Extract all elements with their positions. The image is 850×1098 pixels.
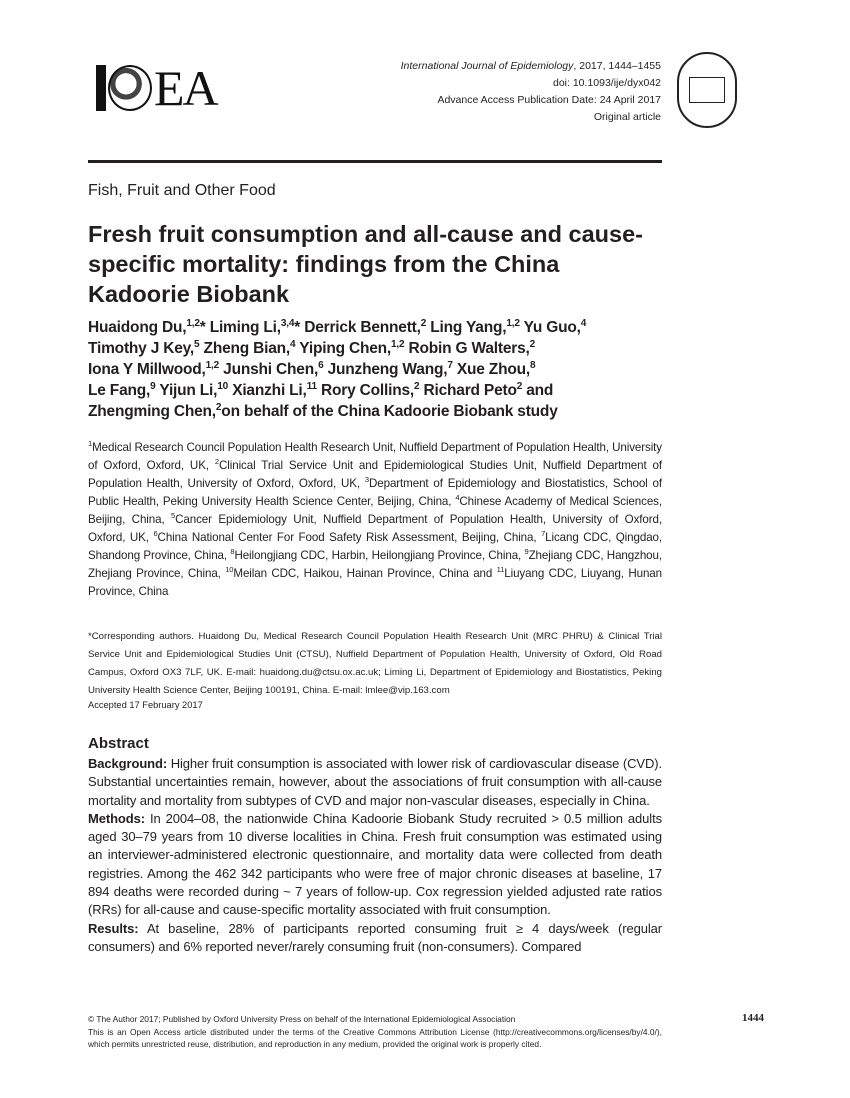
abstract-section-text: Higher fruit consumption is associated with lower risk of cardiovascular disease (CVD). Substantial uncertainties remain, however, about the associations of fruit consumption with all-cause mortality and mortality from subtypes of CVD and major non-vascular diseases, especially in China. (88, 756, 662, 808)
author (159, 382, 232, 399)
doi[interactable]: doi: 10.1093/ije/dyx042 (553, 77, 661, 89)
abstract-heading: Abstract (88, 735, 149, 752)
author-affiliation-number: 1,2 (205, 359, 220, 371)
author (321, 382, 424, 399)
book-icon (689, 77, 725, 103)
author-name: Robin G Walters, (408, 340, 530, 357)
author-affiliation-number: 5 (194, 338, 200, 350)
author-affiliation-number: 2 (414, 380, 420, 392)
author (409, 340, 536, 357)
logo-bar (96, 65, 106, 111)
affiliation-text: Heilongjiang CDC, Harbin, Heilongjiang Province, China, (234, 549, 525, 562)
accepted-date: Accepted 17 February 2017 (88, 700, 203, 710)
author-name: Xianzhi Li, (232, 382, 307, 399)
affiliation-text: Department of Epidemiology and Biostatistics, School of Public Health, Peking University Health Science Center, Beijing, China, (88, 477, 662, 508)
author-name: Ling Yang, (430, 319, 507, 336)
abstract-section-label: Methods: (88, 810, 145, 826)
article-title: Fresh fruit consumption and all-cause and cause-specific mortality: findings from the China Kadoorie Biobank (88, 221, 643, 307)
author-name: Rory Collins, (321, 382, 414, 399)
affiliation-number: 10 (225, 565, 234, 575)
author-affiliation-number: 7 (447, 359, 453, 371)
affiliations (88, 439, 662, 601)
journal-meta (401, 58, 661, 126)
author-name: Junzheng Wang, (327, 361, 448, 378)
author-affiliation-number: 10 (217, 380, 229, 392)
author (88, 361, 223, 378)
affiliation-number: 1 (88, 439, 93, 449)
affiliation-text: Cancer Epidemiology Unit, Nuffield Department of Population Health, University of Oxford, Oxford, UK, (88, 513, 662, 544)
affiliation-text: Clinical Trial Service Unit and Epidemiological Studies Unit, Nuffield Department of Population Health, University of Oxford, Oxford, UK, (88, 459, 662, 490)
abstract-section-text: At baseline, 28% of participants reported consuming fruit ≥ 4 days/week (regular consumers) and 6% reported never/rarely consuming fruit (non-consumers). Compared (88, 920, 662, 954)
author-name: Huaidong Du, (88, 319, 187, 336)
author-affiliation-number: 9 (150, 380, 156, 392)
author (304, 319, 430, 336)
author (88, 403, 558, 420)
author (524, 319, 587, 336)
author-affiliation-number: 2 (529, 338, 536, 350)
affiliation-text: China National Center For Food Safety Risk Assessment, Beijing, China, (157, 531, 542, 544)
author-affiliation-number: 2 (215, 401, 222, 413)
affiliation-number: 8 (230, 547, 235, 557)
author (232, 382, 321, 399)
journal-pages: , 2017, 1444–1455 (573, 60, 661, 72)
author-affiliation-number: 11 (306, 380, 317, 392)
author-name: Xue Zhou, (456, 361, 530, 378)
author-list (88, 317, 668, 422)
iea-logo (96, 62, 217, 114)
author-name: Le Fang, (88, 382, 151, 399)
header-rule (88, 160, 662, 163)
page-number: 1444 (742, 1012, 764, 1024)
abstract-section-text: In 2004–08, the nationwide China Kadoorie Biobank Study recruited > 0.5 million adults aged 30–79 years from 10 diverse localities in China. Fresh fruit consumption was estimated using an interviewer-administered electronic questionnaire, and mortality data were collected from death registries. Among the 462 342 participants who were free of major chronic diseases at baseline, 17 894 deaths were recorded during ~ 7 years of follow-up. Cox regression yielded adjusted rate ratios (RRs) for all-cause and cause-specific mortality associated with fruit consumption. (88, 810, 662, 918)
copyright: © The Author 2017; Published by Oxford University Press on behalf of the International Epidemiological Association (88, 1014, 516, 1024)
author-name: Derrick Bennett, (304, 319, 421, 336)
affiliation-number: 11 (496, 565, 505, 575)
section-label: Fish, Fruit and Other Food (88, 182, 276, 199)
author-affiliation-number: 1,2 (186, 317, 200, 329)
globe-icon (108, 65, 152, 111)
author-name: Zhengming Chen, (88, 403, 216, 420)
author-name: Junshi Chen, (223, 361, 319, 378)
author-suffix: * (294, 319, 305, 336)
affiliation-number: 6 (153, 529, 158, 539)
author-suffix: * (199, 319, 210, 336)
author (430, 319, 523, 336)
citation (401, 58, 661, 75)
author-suffix: on behalf of the China Kadoorie Biobank study (221, 403, 558, 420)
author-affiliation-number: 1,2 (506, 317, 520, 329)
author-affiliation-number: 2 (516, 380, 523, 392)
author-name: Yiping Chen, (299, 340, 392, 357)
author-name: Richard Peto (423, 382, 517, 399)
logo-letters: EA (154, 60, 217, 116)
affiliation-text: Zhejiang CDC, Hangzhou, Zhejiang Province, China, (88, 549, 662, 580)
author (88, 382, 159, 399)
author (210, 319, 305, 336)
license: This is an Open Access article distributed under the terms of the Creative Commons Attribution License (http://creativecommons.org/licenses/by/4.0/), which permits unrestricted reuse, distribution, and reproduction in any medium, provided the original work is properly cited. (88, 1026, 662, 1049)
author (299, 340, 408, 357)
author-affiliation-number: 1,2 (391, 338, 405, 350)
author-name: Liming Li, (209, 319, 281, 336)
affiliation-number: 9 (524, 547, 529, 557)
affiliation-text: Licang CDC, Qingdao, Shandong Province, China, (88, 531, 663, 562)
abstract-section (88, 920, 662, 957)
affiliation-number: 5 (171, 511, 176, 521)
author-name: Yu Guo, (523, 319, 581, 336)
author (88, 319, 210, 336)
abstract-section-label: Results: (88, 920, 139, 936)
author (88, 340, 204, 357)
abstract-body (88, 755, 662, 956)
abstract-section (88, 810, 662, 920)
affiliation-text: Medical Research Council Population Health Research Unit, Nuffield Department of Population Health, University of Oxford, Oxford, UK, (88, 441, 662, 472)
affiliation-text: Chinese Academy of Medical Sciences, Beijing, China, (88, 495, 662, 526)
abstract-section-label: Background: (88, 756, 168, 771)
author-name: Timothy J Key, (88, 340, 195, 357)
author-affiliation-number: 6 (318, 359, 324, 371)
author (328, 361, 457, 378)
footer (88, 1013, 662, 1051)
author-affiliation-number: 3,4 (280, 317, 295, 329)
author-name: Zheng Bian, (203, 340, 291, 357)
author (424, 382, 554, 399)
journal-name: International Journal of Epidemiology (400, 60, 574, 72)
affiliation-number: 3 (364, 475, 369, 485)
author (223, 361, 327, 378)
author-name: Yijun Li, (159, 382, 218, 399)
author-affiliation-number: 4 (580, 317, 587, 329)
abstract-section (88, 755, 662, 810)
affiliation-number: 4 (455, 493, 460, 503)
corresponding-authors: *Corresponding authors. Huaidong Du, Medical Research Council Population Health Research Unit (MRC PHRU) & Clinical Trial Service Unit and Epidemiological Studies Unit (CTSU), Nuffield Department of Population Health, University of Oxford, Old Road Campus, Oxford OX3 7LF, UK. E-mail: huaidong.du@ctsu.ox.ac.uk; Liming Li, Department of Epidemiology and Biostatistics, Peking University Health Science Center, Beijing 100191, China. E-mail: lmlee@vip.163.com (88, 631, 662, 696)
author-name: Iona Y Millwood, (88, 361, 206, 378)
author (204, 340, 300, 357)
author (457, 361, 536, 378)
author-suffix: and (522, 382, 554, 399)
oxford-seal-icon (677, 52, 737, 128)
affiliation-number: 7 (541, 529, 546, 539)
affiliation-text: Meilan CDC, Haikou, Hainan Province, China and (233, 567, 497, 580)
author-affiliation-number: 8 (530, 359, 536, 371)
affiliation-text: Liuyang CDC, Liuyang, Hunan Province, China (88, 567, 662, 598)
author-affiliation-number: 4 (290, 338, 296, 350)
advance-access: Advance Access Publication Date: 24 April 2017 (437, 94, 661, 106)
article-type: Original article (593, 111, 661, 123)
author-affiliation-number: 2 (420, 317, 427, 329)
affiliation-number: 2 (214, 457, 219, 467)
